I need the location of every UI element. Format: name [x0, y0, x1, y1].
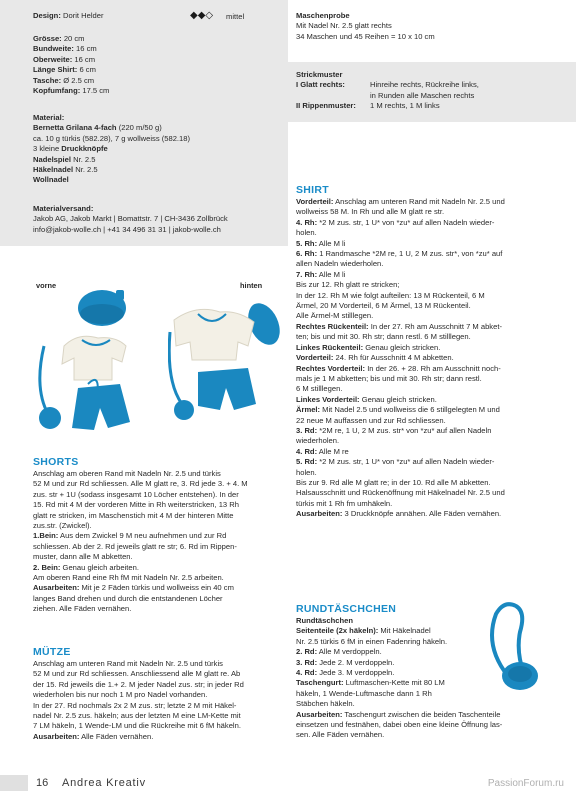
size-row: Kopfumfang: 17.5 cm [33, 86, 110, 96]
shorts-title: SHORTS [33, 456, 79, 468]
instruction-line: 6 M stilllegen. [296, 384, 343, 394]
shorts-line: muster, dann alle M abketten. [33, 552, 133, 562]
size-row: Bundweite: 16 cm [33, 44, 97, 54]
shirt-section [296, 184, 546, 520]
shorts-section [33, 456, 281, 615]
strickmuster-row: I Glatt rechts: Hinreihe rechts, Rückreihe links, in Runden alle Maschen rechts [296, 80, 479, 100]
photo-label-front: vorne [36, 281, 57, 290]
maschenprobe-line: 34 Maschen und 45 Reihen = 10 x 10 cm [296, 31, 435, 41]
material-block [33, 113, 283, 186]
strickmuster-title: Strickmuster [296, 70, 343, 79]
versand-block [33, 204, 285, 235]
instruction-line: 4. Rh: *2 M zus. str, 1 U* von *zu* auf allen Nadeln wieder- [296, 217, 495, 227]
instruction-line: häkeln, 1 Wende-Luftmasche dann 1 Rh [296, 688, 432, 698]
page-number: 16 [36, 777, 49, 789]
watermark: PassionForum.ru [487, 778, 564, 789]
difficulty-text: mittel [226, 12, 245, 21]
footer-bar [0, 775, 28, 791]
versand-title: Materialversand: [33, 204, 94, 213]
maschenprobe-title: Maschenprobe [296, 11, 350, 20]
size-row: Oberweite: 16 cm [33, 54, 96, 64]
instruction-line: 6. Rh: 1 Randmasche *2M re, 1 U, 2 M zus. str*, von *zu* auf [296, 249, 503, 259]
versand-address: Jakob AG, Jakob Markt | Bomattstr. 7 | CH-3436 Zollbrück [33, 214, 228, 224]
rund-title: RUNDTÄSCHCHEN [296, 603, 397, 615]
instruction-line: türkis mit 1 Rh fm umhäkeln. [296, 498, 393, 508]
muetze-line: 7 LM häkeln, 1 Wende-LM und die Rückreihe mit 6 fM häkeln. [33, 721, 241, 731]
shorts-line: Am oberen Rand eine Rh fM mit Nadeln Nr. 2.5 arbeiten. [33, 573, 224, 583]
shorts-line: zus. str + 1U (sodass insgesamt 10 Löcher entstehen). In der [33, 489, 239, 499]
instruction-line: Taschengurt: Luftmaschen-Kette mit 80 LM [296, 678, 445, 688]
instruction-line: Bis zur 9. Rd alle M glatt re; in der 10. Rd alle M abketten. [296, 477, 491, 487]
instruction-line: In der 12. Rh M wie folgt aufteilen: 13 M Rückenteil, 6 M [296, 290, 485, 300]
photo-front [38, 288, 158, 448]
instruction-line: 4. Rd: Jede 3. M verdoppeln. [296, 668, 395, 678]
rund-final-lines [296, 710, 546, 741]
instruction-line: allen Nadeln wiederholen. [296, 259, 384, 269]
instruction-line: Ausarbeiten: Taschengurt zwischen die beiden Taschenteile [296, 709, 501, 719]
instruction-line: 7. Rh: Alle M li [296, 269, 346, 279]
versand-contact[interactable]: info@jakob-wolle.ch | +41 34 496 31 31 | jakob-wolle.ch [33, 224, 221, 234]
material-line: Häkelnadel Nr. 2.5 [33, 165, 98, 175]
design-label: Design: [33, 11, 61, 20]
photo-back [168, 292, 286, 442]
size-row: Grösse: 20 cm [33, 34, 85, 43]
shorts-line: Ausarbeiten: Mit je 2 Fäden türkis und wollweiss ein 40 cm [33, 583, 234, 593]
shirt-lines [296, 197, 546, 520]
material-line: ca. 10 g türkis (582.28), 7 g wollweiss (582.18) [33, 133, 191, 143]
material-line: Nadelspiel Nr. 2.5 [33, 154, 96, 164]
instruction-line: 2. Rd: Alle M verdoppeln. [296, 647, 382, 657]
instruction-line: Alle Ärmel-M stilllegen. [296, 311, 374, 321]
instruction-line: einsetzen und festnähen, dabei oben eine kleine Öffnung las- [296, 720, 503, 730]
material-line: 3 kleine Druckknöpfe [33, 144, 108, 154]
instruction-line: sen. Alle Fäden vernähen. [296, 730, 385, 740]
maschenprobe-block [296, 11, 566, 42]
size-row: Tasche: Ø 2.5 cm [33, 75, 95, 85]
shorts-line: glatt re stricken, im Maschenstich mit 4 M der hinteren Mitte [33, 510, 234, 520]
instruction-line: Rechtes Rückenteil: In der 27. Rh am Ausschnitt 7 M abket- [296, 321, 502, 331]
muetze-line: nadel Nr. 2.5 zus. häkeln; aus der letzten M eine LM-Kette mit [33, 711, 241, 721]
instruction-line: Stäbchen häkeln. [296, 699, 355, 709]
shorts-line: langes Band drehen und durch die entstandenen Löcher [33, 593, 223, 603]
instruction-line: Ausarbeiten: 3 Druckknöpfe annähen. Alle Fäden vernähen. [296, 509, 502, 519]
shorts-line: 52 M und zur Rd schliessen. Alle M glatt re, 3. Rd jede 3. + 4. M [33, 479, 248, 489]
instruction-line: Seitenteile (2x häkeln): Mit Häkelnadel [296, 626, 431, 636]
instruction-line: 3. Rd: *2M re, 1 U, 2 M zus. str* von *zu* auf allen Nadeln [296, 425, 492, 435]
muetze-line: 52 M und zur Rd schliessen. Anschliessend alle M glatt re. Ab [33, 669, 241, 679]
instruction-line: Linkes Vorderteil: Genau gleich stricken. [296, 394, 437, 404]
instruction-line: Vorderteil: 24. Rh für Ausschnitt 4 M abketten. [296, 353, 454, 363]
instruction-line: Linkes Rückenteil: Genau gleich stricken. [296, 342, 441, 352]
muetze-line: In der 27. Rd nochmals 2x 2 M zus. str; letzte 2 M mit Häkel- [33, 700, 237, 710]
instruction-line: holen. [296, 228, 317, 238]
instruction-line: Ärmel, 20 M Vorderteil, 6 M Ärmel, 13 M Rückenteil. [296, 301, 471, 311]
instruction-line: holen. [296, 467, 317, 477]
muetze-title: MÜTZE [33, 646, 71, 658]
instruction-line: Ärmel: Mit Nadel 2.5 und wollweiss die 6 stillgelegten M und [296, 405, 500, 415]
shorts-line: schliessen. Ab der 2. Rd jeweils glatt re str; 6. Rd im Rippen- [33, 541, 237, 551]
shorts-line: zus.str. (Zwickel). [33, 521, 92, 531]
shorts-line: ziehen. Alle Fäden vernähen. [33, 604, 132, 614]
instruction-line: Vorderteil: Anschlag am unteren Rand mit Nadeln Nr. 2.5 und [296, 197, 505, 206]
instruction-line: Nr. 2.5 türkis 6 fM in einen Fadenring häkeln. [296, 636, 448, 646]
instruction-line: Halsausschnitt und Rückenöffnung mit Häkelnadel Nr. 2.5 und [296, 488, 505, 498]
material-yarn: Bernetta Grilana 4-fach (220 m/50 g) [33, 123, 162, 133]
design-value: Dorit Helder [62, 11, 104, 20]
shorts-line: 2. Bein: Genau gleich arbeiten. [33, 562, 139, 572]
instruction-line: 5. Rh: Alle M li [296, 238, 346, 248]
instruction-line: 22 neue M auffassen und zur Rd schliessen. [296, 415, 446, 425]
muetze-line: wiederholen bis nur noch 1 M pro Nadel vorhanden. [33, 690, 208, 700]
magazine-name: Andrea Kreativ [62, 777, 146, 789]
shorts-line: 15. Rd mit 4 M der vorderen Mitte in Rh weiterstricken, 13 Rh [33, 500, 239, 510]
size-row: Länge Shirt: 6 cm [33, 65, 96, 75]
instruction-line: 4. Rd: Alle M re [296, 446, 349, 456]
difficulty-icon: ◆◆◇ [190, 10, 214, 21]
instruction-line: Bis zur 12. Rh glatt re stricken; [296, 280, 400, 290]
muetze-line: Anschlag am unteren Rand mit Nadeln Nr. 2.5 und türkis [33, 659, 223, 668]
instruction-line: ten; bis und mit 30. Rh str; dann restl. 6 M stilllegen. [296, 332, 471, 342]
shorts-line: Anschlag am oberen Rand mit Nadeln Nr. 2.5 und türkis [33, 469, 221, 478]
material-line: Wollnadel [33, 175, 69, 185]
strickmuster-row: II Rippenmuster: 1 M rechts, 1 M links [296, 101, 440, 111]
instruction-line: 5. Rd: *2 M zus. str, 1 U* von *zu* auf allen Nadeln wieder- [296, 457, 495, 467]
instruction-line: wiederholen. [296, 436, 340, 446]
instruction-line: wollweiss 58 M. In Rh und alle M glatt re str. [296, 207, 445, 217]
instruction-line: Rechtes Vorderteil: In der 26. + 28. Rh am Ausschnitt noch- [296, 363, 501, 373]
rund-subtitle: Rundtäschchen [296, 616, 353, 625]
material-title: Material: [33, 113, 65, 122]
photo-bag [480, 596, 550, 696]
strickmuster-block [296, 70, 568, 112]
muetze-line: der 15. Rd jeweils die 1.+ 2. M jeder Nadel zus. str; in jeder Rd [33, 679, 244, 689]
shorts-line: 1.Bein: Aus dem Zwickel 9 M neu aufnehmen und zur Rd [33, 531, 227, 541]
photo-label-back: hinten [240, 281, 263, 290]
sizes-block [33, 34, 273, 96]
design-line [33, 11, 104, 21]
muetze-section [33, 646, 281, 742]
instruction-line: 3. Rd: Jede 2. M verdoppeln. [296, 657, 395, 667]
shirt-title: SHIRT [296, 184, 329, 196]
muetze-line: Ausarbeiten: Alle Fäden vernähen. [33, 731, 154, 741]
instruction-line: mals je 1 M abketten; bis und mit 30. Rh str; dann restl. [296, 373, 482, 383]
maschenprobe-line: Mit Nadel Nr. 2.5 glatt rechts [296, 21, 392, 31]
